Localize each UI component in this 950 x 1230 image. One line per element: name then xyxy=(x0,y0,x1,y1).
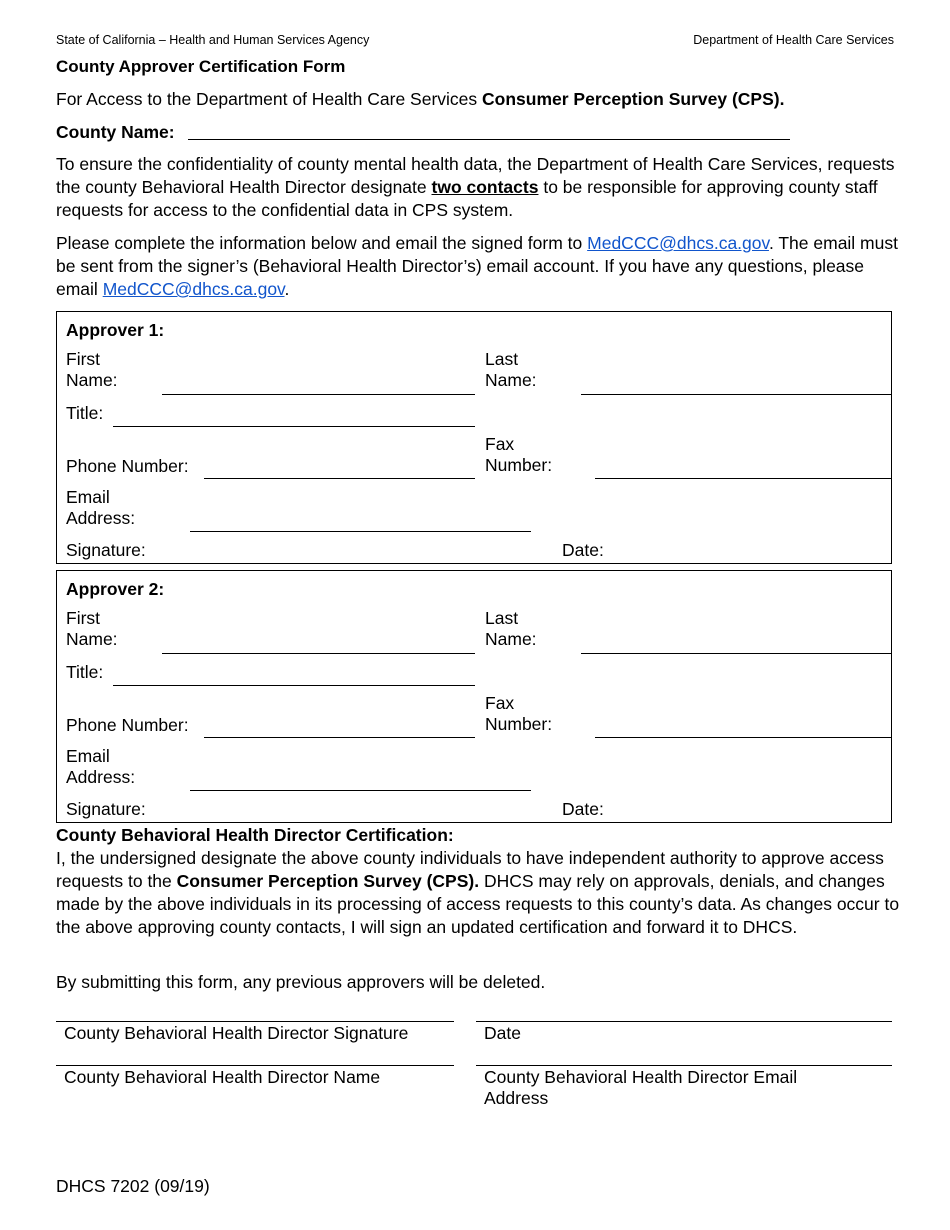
certification-paragraph xyxy=(56,847,906,939)
email-link-1[interactable]: MedCCC@dhcs.ca.gov xyxy=(587,233,769,253)
fax-line-1: Fax xyxy=(485,434,515,454)
approver-2-last-name-label xyxy=(485,608,537,650)
certification-cps: Consumer Perception Survey (CPS). xyxy=(176,871,480,891)
approver-2-fax-field[interactable] xyxy=(595,737,891,738)
approver-2-date-label: Date: xyxy=(562,799,604,819)
certification-text-1: I, the undersigned designate the above county individuals to have independent authority to approve access requests to the xyxy=(56,848,884,891)
approver-1-signature-label: Signature: xyxy=(66,540,146,560)
approver-2-email-label xyxy=(66,746,135,788)
approver-2-email-field[interactable] xyxy=(190,790,531,791)
director-signature-line[interactable] xyxy=(56,1021,454,1022)
intro-paragraph xyxy=(56,153,906,222)
approver-2-last-name-field[interactable] xyxy=(581,653,891,654)
director-email-label: County Behavioral Health Director Email Address xyxy=(484,1067,798,1108)
last-name-line-2: Name: xyxy=(485,370,537,390)
email-line-2: Address: xyxy=(66,508,136,528)
form-number: DHCS 7202 (09/19) xyxy=(56,1176,210,1196)
instructions-paragraph xyxy=(56,232,906,301)
approver-2-heading: Approver 2: xyxy=(66,579,165,599)
director-date-line[interactable] xyxy=(476,1021,892,1022)
first-name-line-2: Name: xyxy=(66,370,118,390)
last-name-line-2: Name: xyxy=(485,629,537,649)
director-date-label: Date xyxy=(484,1023,521,1043)
email-line-2: Address: xyxy=(66,767,136,787)
approver-2-first-name-field[interactable] xyxy=(162,653,475,654)
approver-1-title-label: Title: xyxy=(66,403,104,423)
email-line-1: Email xyxy=(66,487,110,507)
fax-line-2: Number: xyxy=(485,455,553,475)
header-agency: State of California – Health and Human Services Agency xyxy=(56,33,370,47)
instructions-text-2: . The email must be sent from the signer’s (Behavioral Health Director’s) email account. If you have any questions, please email xyxy=(56,233,898,299)
certification-heading: County Behavioral Health Director Certification: xyxy=(56,825,454,845)
director-name-label: County Behavioral Health Director Name xyxy=(64,1067,381,1087)
notice-text: By submitting this form, any previous approvers will be deleted. xyxy=(56,972,546,992)
instructions-text-1: Please complete the information below and email the signed form to xyxy=(56,233,588,253)
approver-2-phone-field[interactable] xyxy=(204,737,475,738)
last-name-line-1: Last xyxy=(485,608,519,628)
approver-1-first-name-label xyxy=(66,349,118,391)
approver-1-section xyxy=(56,311,892,564)
approver-2-phone-label: Phone Number: xyxy=(66,715,189,735)
approver-2-title-label: Title: xyxy=(66,662,104,682)
form-title: County Approver Certification Form xyxy=(56,57,346,76)
approver-1-phone-field[interactable] xyxy=(204,478,475,479)
email-line-1: Email xyxy=(66,746,110,766)
subtitle-text: For Access to the Department of Health Care Services xyxy=(56,89,483,109)
intro-text-1: To ensure the confidentiality of county mental health data, the Department of Health Care Services, requests the county Behavioral Health Director designate xyxy=(56,154,895,197)
approver-1-phone-label: Phone Number: xyxy=(66,456,189,476)
email-link-2[interactable]: MedCCC@dhcs.ca.gov xyxy=(102,279,285,299)
approver-2-first-name-label xyxy=(66,608,118,650)
approver-1-title-field[interactable] xyxy=(113,426,475,427)
intro-text-2: to be responsible for approving county staff requests for access to the confidential data in CPS system. xyxy=(56,177,878,220)
approver-2-signature-label: Signature: xyxy=(66,799,146,819)
fax-line-2: Number: xyxy=(485,714,553,734)
approver-1-last-name-label xyxy=(485,349,537,391)
approver-1-fax-field[interactable] xyxy=(595,478,891,479)
approver-1-first-name-field[interactable] xyxy=(162,394,475,395)
approver-2-title-field[interactable] xyxy=(113,685,475,686)
certification-text-2: DHCS may rely on approvals, denials, and changes made by the above individuals in its processing of access requests to this county’s data. As changes occur to the above approving county contacts, I will sign an updated certification and forward it to DHCS. xyxy=(56,871,900,937)
approver-1-email-label xyxy=(66,487,135,529)
first-name-line-1: First xyxy=(66,349,101,369)
director-signature-label: County Behavioral Health Director Signature xyxy=(64,1023,409,1043)
form-subtitle xyxy=(56,88,906,111)
first-name-line-2: Name: xyxy=(66,629,118,649)
approver-1-email-field[interactable] xyxy=(190,531,531,532)
director-name-line[interactable] xyxy=(56,1065,454,1066)
approver-1-heading: Approver 1: xyxy=(66,320,165,340)
approver-2-fax-label xyxy=(485,693,552,735)
approver-2-section xyxy=(56,570,892,823)
approver-1-last-name-field[interactable] xyxy=(581,394,891,395)
instructions-text-3: . xyxy=(284,279,290,299)
county-name-field[interactable] xyxy=(188,139,790,140)
fax-line-1: Fax xyxy=(485,693,515,713)
approver-1-fax-label xyxy=(485,434,552,476)
director-email-line[interactable] xyxy=(476,1065,892,1066)
approver-1-date-label: Date: xyxy=(562,540,604,560)
county-name-label: County Name: xyxy=(56,122,175,142)
subtitle-cps: Consumer Perception Survey (CPS). xyxy=(482,89,785,109)
header-department: Department of Health Care Services xyxy=(693,33,894,47)
last-name-line-1: Last xyxy=(485,349,519,369)
first-name-line-1: First xyxy=(66,608,101,628)
intro-emphasis: two contacts xyxy=(431,177,539,197)
